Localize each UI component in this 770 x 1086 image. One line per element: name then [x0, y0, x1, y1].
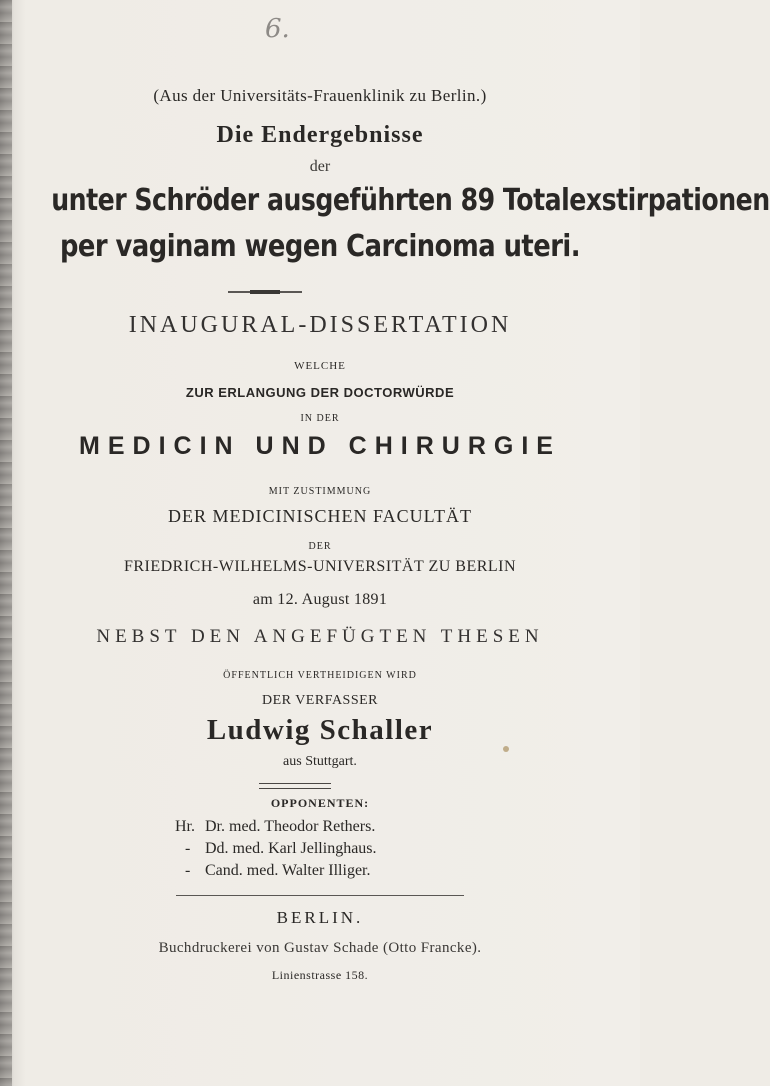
- imprint-address: Linienstrasse 158.: [271, 968, 369, 982]
- author-label: DER VERFASSER: [261, 693, 379, 708]
- imprint-printer: Buchdruckerei von Gustav Schade (Otto Francke).: [158, 940, 482, 956]
- author-name: Ludwig Schaller: [206, 714, 434, 746]
- faculty-line: DER MEDICINISCHEN FACULTÄT: [167, 506, 472, 526]
- source-line: (Aus der Universitäts-Frauenklinik zu Berlin.): [153, 86, 487, 105]
- ornamental-rule: [228, 291, 302, 293]
- opponent-name: Cand. med. Walter Illiger.: [205, 862, 371, 879]
- title-headline-2: per vaginam wegen Carcinoma uteri.: [59, 229, 581, 264]
- opponents-label: OPPONENTEN:: [270, 796, 370, 810]
- opponent-prefix: Hr.: [175, 818, 195, 835]
- opponent-prefix: -: [185, 840, 191, 857]
- title-headline-1: unter Schröder ausgeführten 89 Totalexstirpationen: [51, 183, 770, 218]
- faculty-subject: MEDICIN UND CHIRURGIE: [79, 432, 561, 460]
- opponent-name: Dd. med. Karl Jellinghaus.: [205, 840, 377, 857]
- handwritten-mark: 6.: [265, 14, 290, 44]
- imprint-city: BERLIN.: [276, 908, 364, 927]
- university-line: FRIEDRICH-WILHELMS-UNIVERSITÄT ZU BERLIN: [123, 558, 517, 575]
- opponent-prefix: -: [185, 862, 191, 879]
- mit-zustimmung-line: MIT ZUSTIMMUNG: [268, 486, 372, 497]
- dissertation-heading: INAUGURAL-DISSERTATION: [128, 312, 512, 338]
- imprint-rule: [176, 895, 464, 896]
- author-origin: aus Stuttgart.: [283, 754, 357, 769]
- welche-line: WELCHE: [294, 360, 346, 372]
- double-rule: [259, 783, 331, 789]
- title-line-2: der: [309, 158, 331, 175]
- date-line: am 12. August 1891: [252, 591, 388, 608]
- opponent-name: Dr. med. Theodor Rethers.: [205, 818, 376, 835]
- title-line-1: Die Endergebnisse: [216, 122, 424, 148]
- paper-speck: [503, 746, 509, 752]
- der-line: DER: [308, 541, 332, 552]
- defended-line: ÖFFENTLICH VERTHEIDIGEN WIRD: [223, 670, 417, 681]
- in-der-line: IN DER: [300, 413, 340, 424]
- purpose-line: ZUR ERLANGUNG DER DOCTORWÜRDE: [185, 385, 455, 400]
- theses-line: NEBST DEN ANGEFÜGTEN THESEN: [96, 626, 544, 647]
